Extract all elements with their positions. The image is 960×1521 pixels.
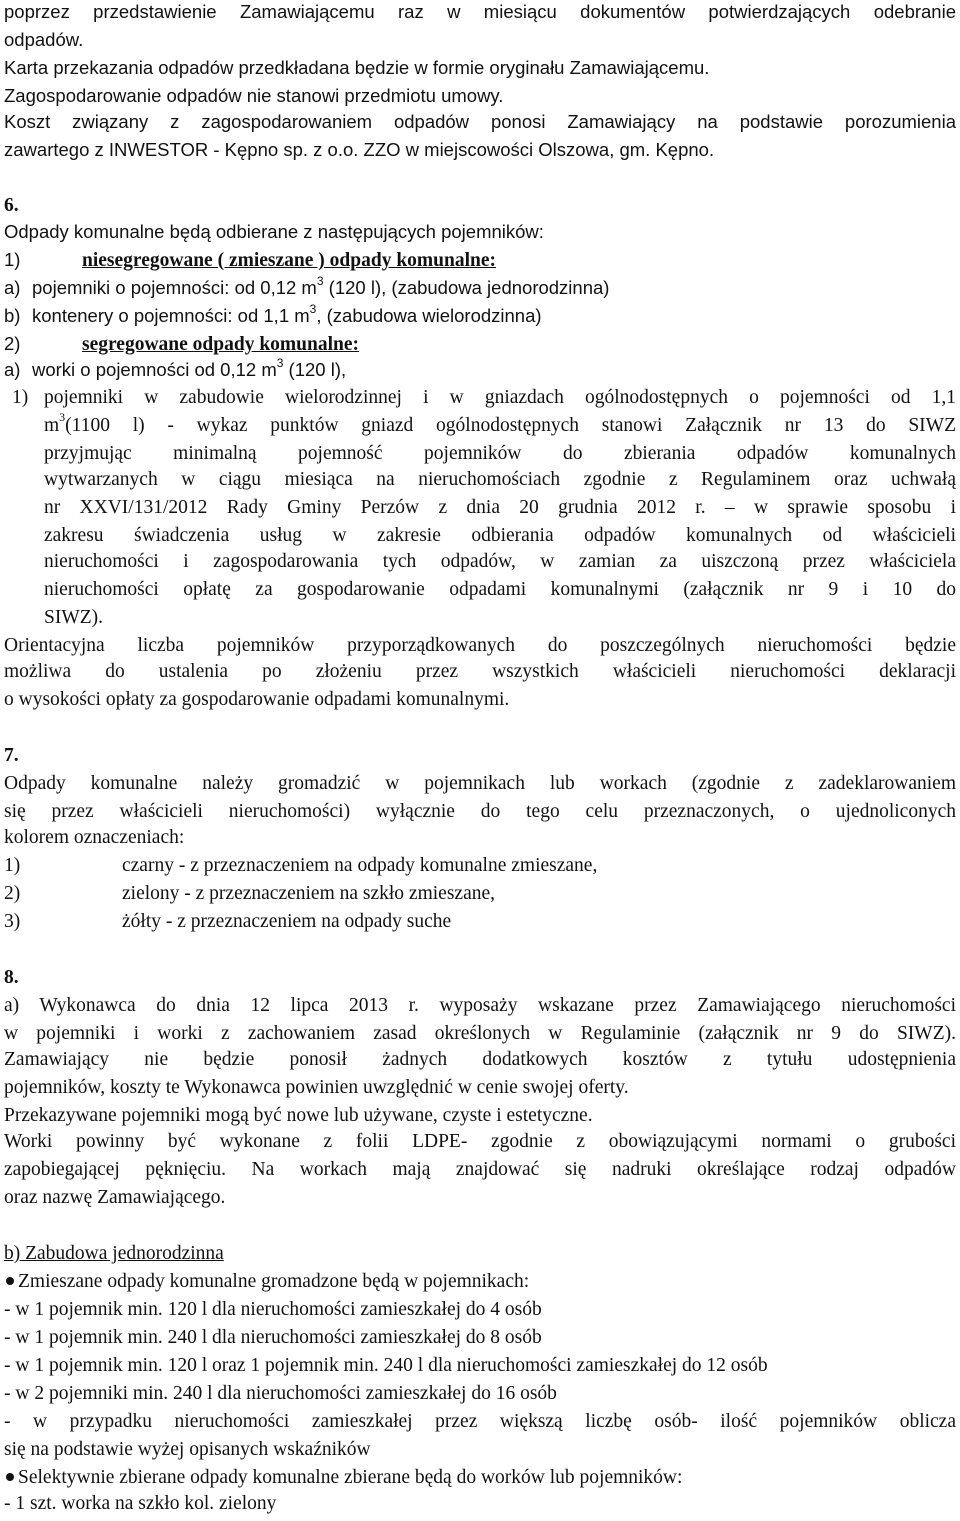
- s6-p1-num: 1): [12, 387, 29, 408]
- s6-item-2: [4, 330, 359, 358]
- s6-item-1-num: 1): [4, 249, 21, 270]
- s7-line-1: Odpady komunalne należy gromadzić w pojemnikach lub workach (zgodnie z zadeklarowaniem: [4, 773, 956, 794]
- s6-sub-b-text-2: , (zabudowa wielorodzinna): [316, 305, 542, 326]
- section-6-heading: 6.: [4, 195, 19, 216]
- intro-line-5: Koszt związany z zagospodarowaniem odpadów ponosi Zamawiający na podstawie porozumienia: [4, 111, 956, 132]
- s6-sub-a-sup: 3: [316, 274, 324, 288]
- s8-line-6: Worki powinny być wykonane z folii LDPE- zgodnie z obowiązującymi normami o grubości: [4, 1131, 956, 1152]
- s6-item-2-num: 2): [4, 333, 21, 354]
- intro-line-3: Karta przekazania odpadów przedkładana będzie w formie oryginału Zamawiającemu.: [4, 57, 710, 78]
- intro-line-1: poprzez przedstawienie Zamawiającemu raz w miesiącu dokumentów potwierdzających odebranie: [4, 1, 956, 22]
- s8-dash-item-4: - w 2 pojemniki min. 240 l dla nieruchomości zamieszkałej do 16 osób: [4, 1383, 557, 1404]
- s8-dash-item-1: - w 1 pojemnik min. 120 l dla nieruchomości zamieszkałej do 4 osób: [4, 1299, 542, 1320]
- s7-list-item-1: [4, 852, 597, 880]
- s6-sub-c-text: worki o pojemności od 0,12 m: [32, 359, 277, 380]
- s6-p1-line-6: zakresu świadczenia usług w zakresie odbierania odpadów komunalnych od właścicieli: [44, 525, 956, 546]
- s6-sub-b-sup: 3: [309, 302, 317, 316]
- s6-sub-b-label: b): [4, 305, 21, 326]
- s6-sub-c-label: a): [4, 359, 21, 380]
- s6-p1-line-2: [44, 412, 956, 440]
- s8-subsection-b-heading: b) Zabudowa jednorodzinna: [4, 1243, 224, 1264]
- s6-p1-line-7: nieruchomości i zagospodarowania tych odpadów, w zamian za uiszczoną przez właściciela: [44, 551, 956, 572]
- s6-orientation-line-2: możliwa do ustalenia po złożeniu przez wszystkich właścicieli nieruchomości deklaracji: [4, 661, 956, 682]
- s6-p1-line-9: SIWZ).: [44, 607, 104, 628]
- s7-list-item-3-text: żółty - z przeznaczeniem na odpady suche: [122, 911, 452, 932]
- s7-line-3: kolorem oznaczeniach:: [4, 827, 185, 848]
- s8-line-4: pojemników, koszty te Wykonawca powinien uwzględnić w cenie swojej oferty.: [4, 1077, 629, 1098]
- s6-p1-line-5: nr XXVI/131/2012 Rady Gminy Perzów z dnia 20 grudnia 2012 r. – w sprawie sposobu i: [44, 497, 956, 518]
- bullet-icon: [6, 1473, 14, 1481]
- s6-item-2-text: segregowane odpady komunalne:: [82, 334, 360, 355]
- s6-sub-c: [4, 356, 346, 384]
- s7-line-2: się przez właścicieli nieruchomości) wyłącznie do tego celu przeznaczonych, o ujednoliconych: [4, 801, 956, 822]
- s6-p1-line-2-m: m: [44, 415, 60, 436]
- s7-list-item-3-num: 3): [4, 911, 21, 932]
- s6-sub-a: [4, 274, 609, 302]
- s8-bullet-2: [4, 1464, 682, 1492]
- bullet-icon: [6, 1277, 14, 1285]
- s7-list-item-1-text: czarny - z przeznaczeniem na odpady komunalne zmieszane,: [122, 855, 598, 876]
- s6-sub-c-text-2: (120 l),: [283, 359, 347, 380]
- s8-line-7: zapobiegającej pęknięciu. Na workach mają znajdować się nadruki określające rodzaj odpadów: [4, 1159, 956, 1180]
- s6-sub-a-text-2: (120 l), (zabudowa jednorodzinna): [323, 277, 610, 298]
- s8-bullet-1-text: Zmieszane odpady komunalne gromadzone będą w pojemnikach:: [18, 1271, 530, 1292]
- s8-bullet-2-text: Selektywnie zbierane odpady komunalne zbierane będą do worków lub pojemników:: [18, 1467, 683, 1488]
- s6-p1-line-8: nieruchomości opłatę za gospodarowanie odpadami komunalnymi (załącznik nr 9 i 10 do: [44, 579, 956, 600]
- s7-list-item-3: [4, 908, 451, 936]
- section-8-heading: 8.: [4, 967, 19, 988]
- s6-item-1: [4, 246, 496, 274]
- s8-dash-item-6: - 1 szt. worka na szkło kol. zielony: [4, 1493, 277, 1514]
- s6-sub-b-text: kontenery o pojemności: od 1,1 m: [32, 305, 310, 326]
- intro-line-2: odpadów.: [4, 29, 84, 50]
- s6-orientation-line-3: o wysokości opłaty za gospodarowanie odpadami komunalnymi.: [4, 689, 510, 710]
- s6-p1-line-3: przyjmując minimalną pojemność pojemników do zbierania odpadów komunalnych: [44, 443, 956, 464]
- s8-bullet-1: [4, 1268, 529, 1296]
- intro-line-4: Zagospodarowanie odpadów nie stanowi przedmiotu umowy.: [4, 85, 504, 106]
- s8-line-2: w pojemniki i worki z zachowaniem zasad określonych w Regulaminie (załącznik nr 9 do SIWZ).: [4, 1023, 956, 1044]
- s8-dash-item-3: - w 1 pojemnik min. 120 l oraz 1 pojemnik min. 240 l dla nieruchomości zamieszkałej do 12 osób: [4, 1355, 768, 1376]
- s8-line-3: Zamawiający nie będzie ponosił żadnych dodatkowych kosztów z tytułu udostępnienia: [4, 1049, 956, 1070]
- s6-sub-a-label: a): [4, 277, 21, 298]
- s6-p1-line-2-sup: 3: [59, 410, 66, 424]
- s6-orientation-line-1: Orientacyjna liczba pojemników przyporządkowanych do poszczególnych nieruchomości będzie: [4, 635, 956, 656]
- s7-list-item-2-num: 2): [4, 883, 21, 904]
- s7-list-item-2: [4, 880, 495, 908]
- s8-dash-item-5-cont: się na podstawie wyżej opisanych wskaźników: [4, 1439, 371, 1460]
- s6-p1-line-4: wytwarzanych w ciągu miesiąca na nieruchomościach zgodnie z Regulaminem oraz uchwałą: [44, 469, 956, 490]
- s8-line-5: Przekazywane pojemniki mogą być nowe lub używane, czyste i estetyczne.: [4, 1105, 593, 1126]
- s6-p1-line-2-text: (1100 l) - wykaz punktów gniazd ogólnodostępnych stanowi Załącznik nr 13 do SIWZ: [65, 415, 956, 436]
- s6-p1-line-1: pojemniki w zabudowie wielorodzinnej i w gniazdach ogólnodostępnych o pojemności od 1,1: [44, 387, 956, 408]
- s7-list-item-1-num: 1): [4, 855, 21, 876]
- s6-item-1-text: niesegregowane ( zmieszane ) odpady komunalne:: [82, 250, 497, 271]
- s6-sub-a-text: pojemniki o pojemności: od 0,12 m: [32, 277, 317, 298]
- s7-list-item-2-text: zielony - z przeznaczeniem na szkło zmieszane,: [122, 883, 496, 904]
- s8-dash-item-5: - w przypadku nieruchomości zamieszkałej przez większą liczbę osób- ilość pojemników oblicza: [4, 1411, 956, 1432]
- s8-dash-item-2: - w 1 pojemnik min. 240 l dla nieruchomości zamieszkałej do 8 osób: [4, 1327, 542, 1348]
- section-6-intro: Odpady komunalne będą odbierane z następujących pojemników:: [4, 221, 544, 242]
- s8-line-1: a) Wykonawca do dnia 12 lipca 2013 r. wyposaży wskazane przez Zamawiającego nieruchomości: [4, 995, 956, 1016]
- s6-sub-c-sup: 3: [276, 356, 284, 370]
- section-7-heading: 7.: [4, 745, 19, 766]
- intro-line-6: zawartego z INWESTOR - Kępno sp. z o.o. ZZO w miejscowości Olszowa, gm. Kępno.: [4, 139, 715, 160]
- s8-line-8: oraz nazwę Zamawiającego.: [4, 1187, 226, 1208]
- s6-sub-b: [4, 302, 542, 330]
